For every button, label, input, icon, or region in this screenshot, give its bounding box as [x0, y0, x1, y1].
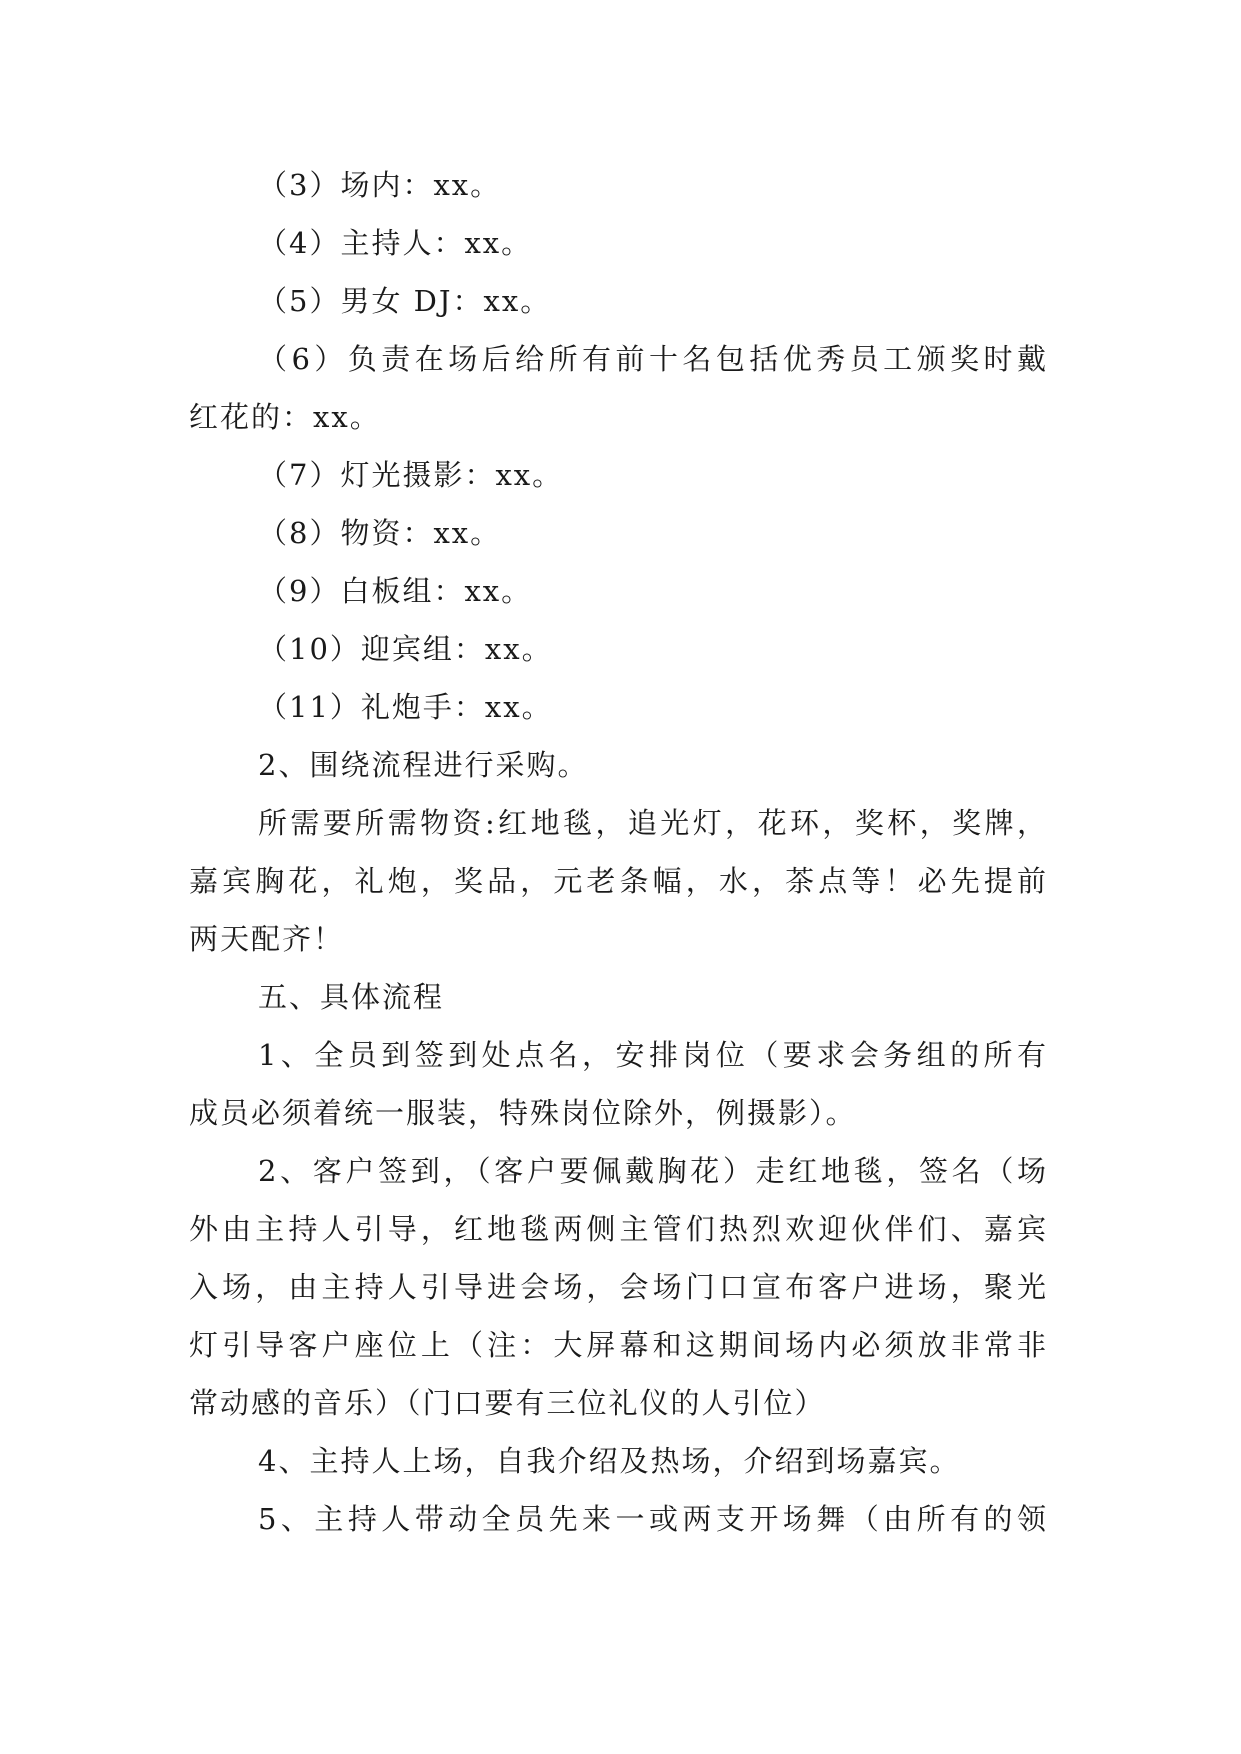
role-item-7: （7）灯光摄影：xx。: [258, 458, 564, 492]
step-5-line-1: 5、主持人带动全员先来一或两支开场舞（由所有的领: [258, 1502, 1048, 1536]
step-4: 4、主持人上场，自我介绍及热场，介绍到场嘉宾。: [258, 1444, 961, 1478]
step-2-line-1: 2、客户签到，（客户要佩戴胸花）走红地毯，签名（场: [258, 1154, 1048, 1188]
role-item-5: （5）男女 DJ：xx。: [258, 284, 552, 318]
role-item-11: （11）礼炮手：xx。: [258, 690, 553, 724]
step-2-line-3: 入场，由主持人引导进会场，会场门口宣布客户进场，聚光: [189, 1270, 1048, 1304]
role-item-10: （10）迎宾组：xx。: [258, 632, 553, 666]
role-item-9: （9）白板组：xx。: [258, 574, 533, 608]
section-procurement: 2、围绕流程进行采购。: [258, 748, 589, 782]
materials-line-1: 所需要所需物资:红地毯，追光灯，花环，奖杯，奖牌，: [258, 806, 1048, 840]
step-2-line-4: 灯引导客户座位上（注：大屏幕和这期间场内必须放非常非: [189, 1328, 1048, 1362]
step-1-line-2: 成员必须着统一服装，特殊岗位除外，例摄影）。: [189, 1096, 857, 1130]
step-1-line-1: 1、全员到签到处点名，安排岗位（要求会务组的所有: [258, 1038, 1048, 1072]
role-item-3: （3）场内：xx。: [258, 168, 502, 202]
role-item-6-line-2: 红花的：xx。: [189, 400, 381, 434]
role-item-6-line-1: （6）负责在场后给所有前十名包括优秀员工颁奖时戴: [258, 342, 1048, 376]
section-heading-process: 五、具体流程: [258, 980, 445, 1014]
materials-line-2: 嘉宾胸花，礼炮，奖品，元老条幅，水，茶点等！必先提前: [189, 864, 1048, 898]
role-item-8: （8）物资：xx。: [258, 516, 502, 550]
step-2-line-2: 外由主持人引导，红地毯两侧主管们热烈欢迎伙伴们、嘉宾: [189, 1212, 1048, 1246]
role-item-4: （4）主持人：xx。: [258, 226, 533, 260]
materials-line-3: 两天配齐！: [189, 922, 345, 956]
step-2-line-5: 常动感的音乐）（门口要有三位礼仪的人引位）: [189, 1386, 826, 1420]
